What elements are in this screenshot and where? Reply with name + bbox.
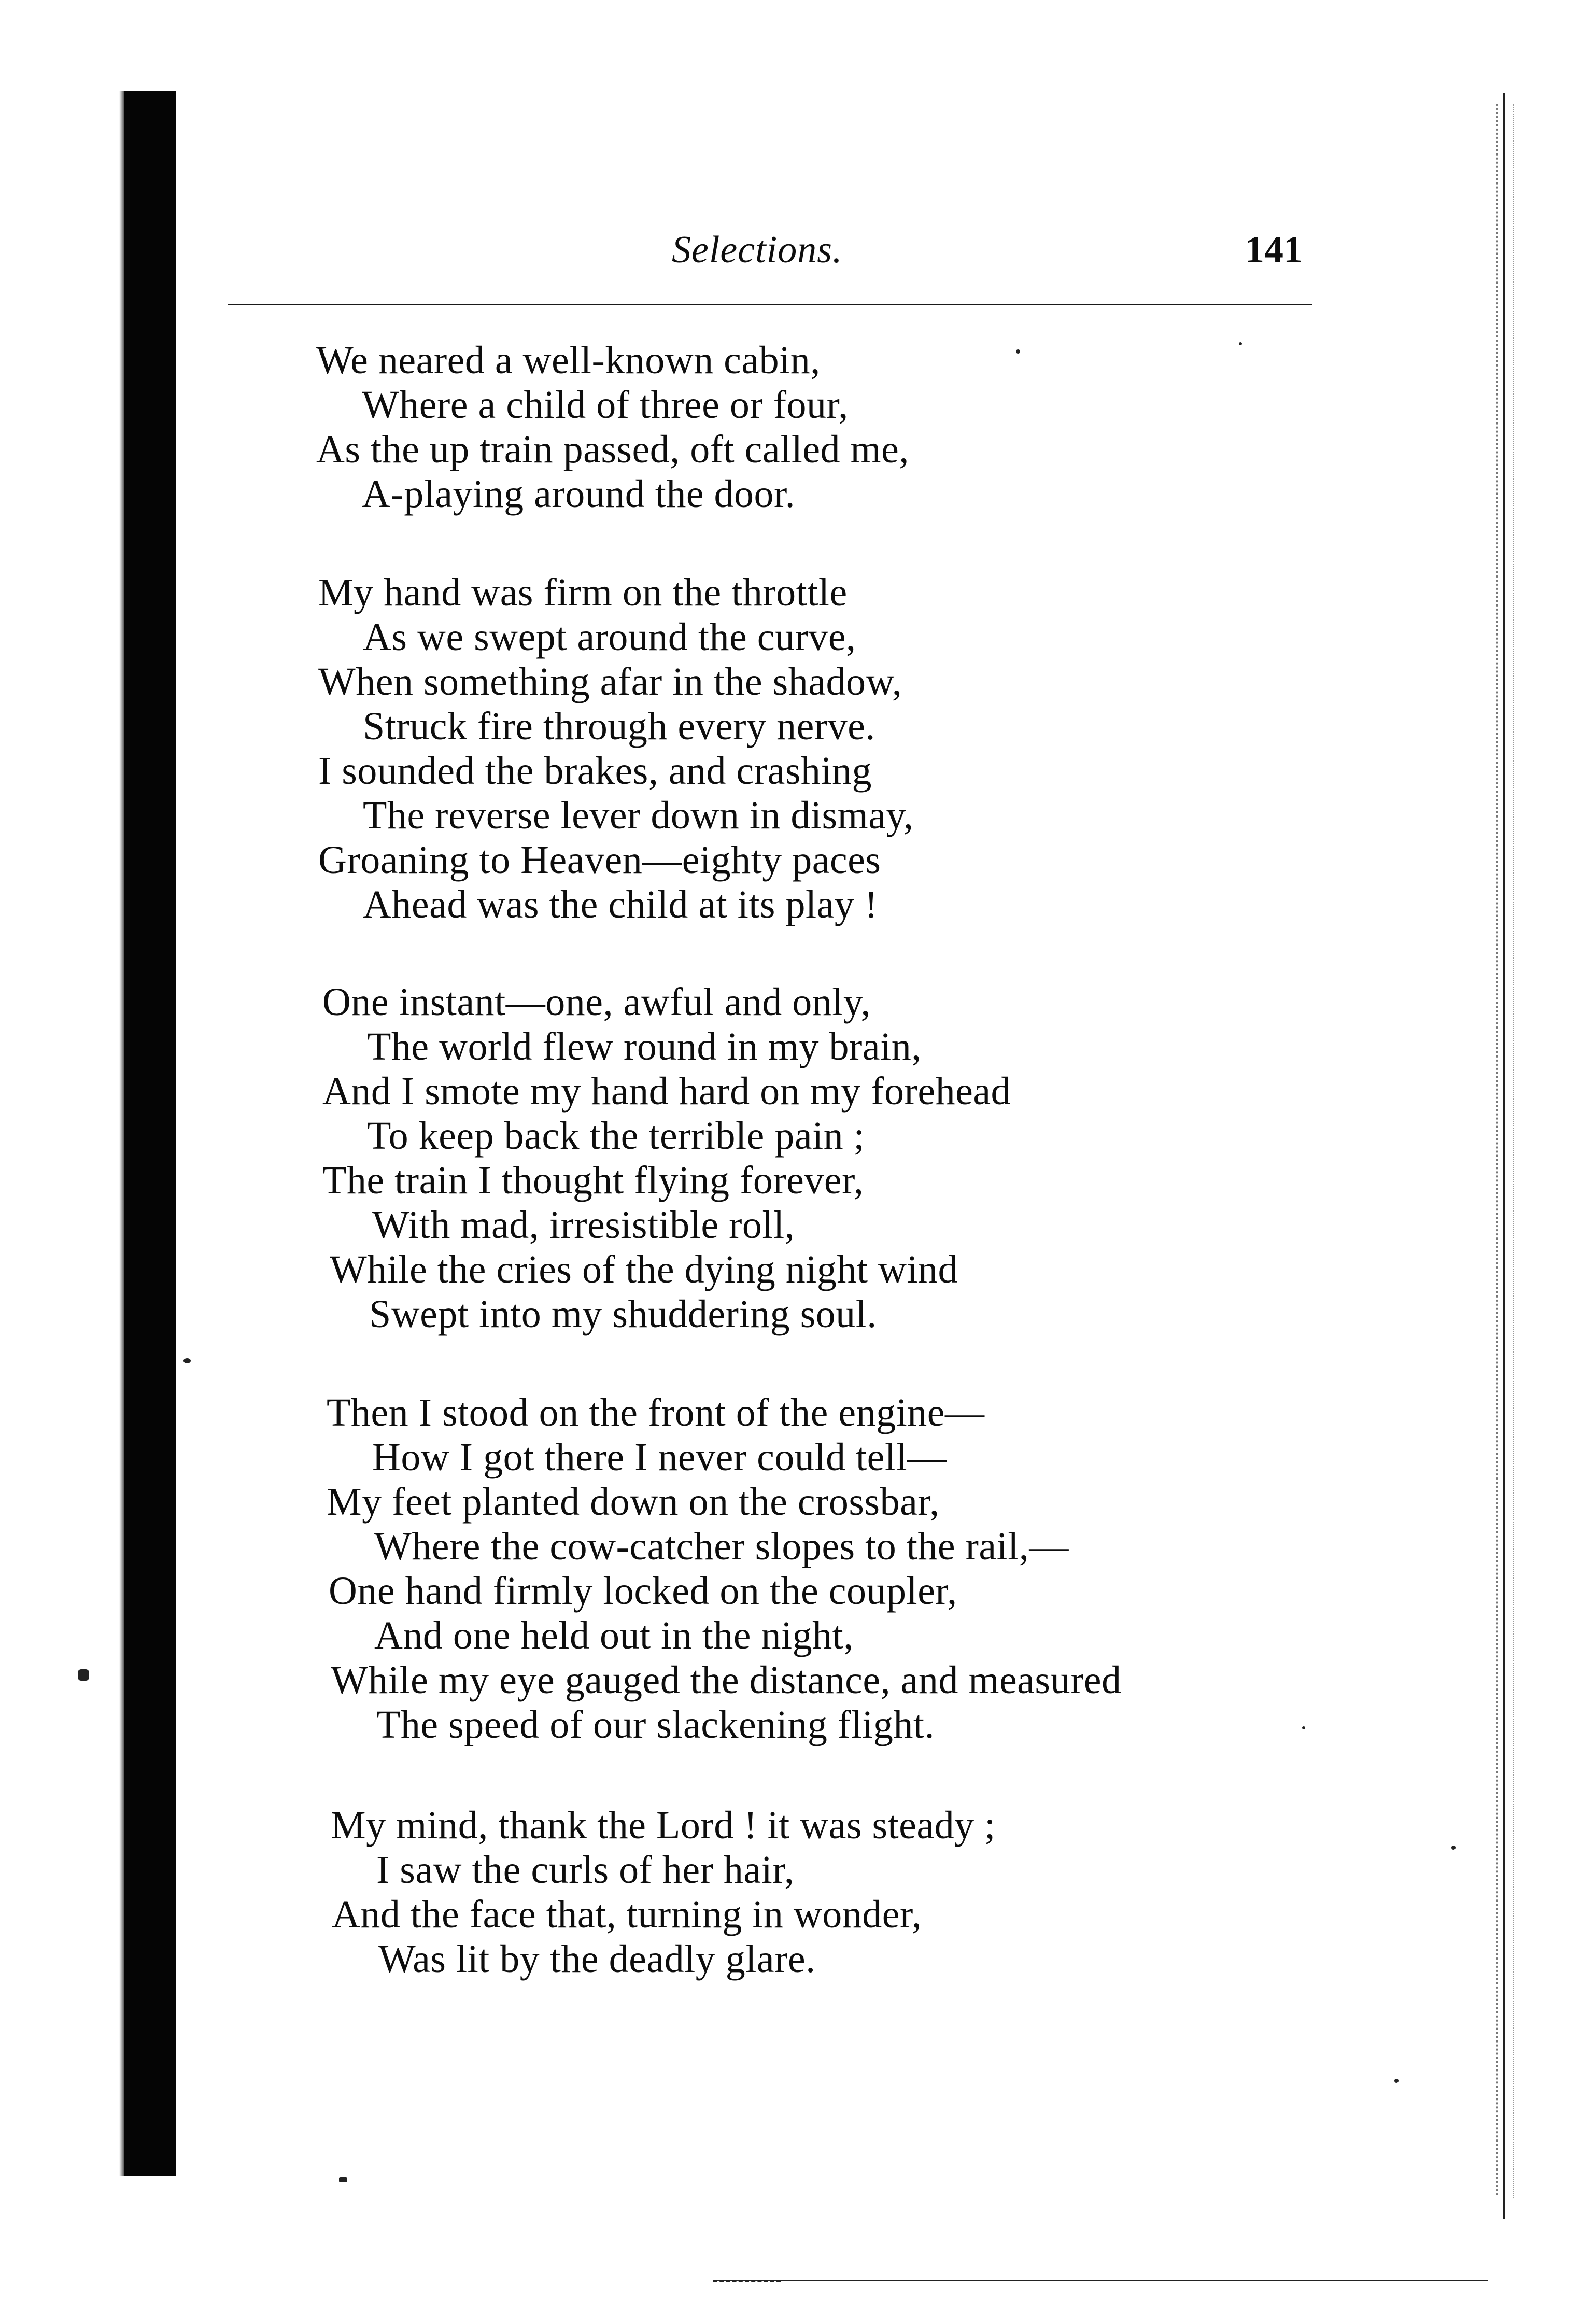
poem-line: And I smote my hand hard on my forehead	[322, 1069, 1011, 1113]
binding-edge	[124, 91, 176, 2176]
page-edge-dotted-line	[1513, 104, 1514, 2198]
scan-speck	[183, 1358, 191, 1363]
poem-line: My mind, thank the Lord ! it was steady ;	[331, 1804, 996, 1847]
poem-line: One instant—one, awful and only,	[322, 980, 871, 1024]
poem-line: And one held out in the night,	[374, 1614, 854, 1657]
poem-line: While my eye gauged the distance, and measured	[331, 1658, 1122, 1702]
page-edge-line	[1503, 93, 1505, 2219]
poem-line: Where a child of three or four,	[362, 383, 849, 427]
poem-line: Was lit by the deadly glare.	[378, 1937, 816, 1981]
scan-speck	[1016, 349, 1020, 354]
poem-line: Then I stood on the front of the engine—	[327, 1391, 985, 1434]
scan-speck	[1394, 2079, 1399, 2083]
poem-line: I saw the curls of her hair,	[376, 1848, 795, 1892]
poem-line: Swept into my shuddering soul.	[369, 1292, 877, 1336]
footer-rule	[715, 2280, 1488, 2281]
scan-speck	[78, 1669, 89, 1681]
poem-line: With mad, irresistible roll,	[372, 1203, 795, 1247]
page-edge-dotted-line	[1496, 104, 1498, 2198]
poem-line: The train I thought flying forever,	[322, 1159, 864, 1202]
poem-line: Ahead was the child at its play !	[363, 883, 878, 926]
header-rule	[228, 304, 1312, 305]
poem-line: The speed of our slackening flight.	[376, 1703, 935, 1746]
poem-line: How I got there I never could tell—	[372, 1435, 947, 1479]
poem-line: And the face that, turning in wonder,	[332, 1893, 922, 1936]
poem-line: As the up train passed, oft called me,	[316, 428, 909, 471]
scan-speck	[1239, 342, 1242, 345]
scan-speck	[1451, 1846, 1456, 1850]
poem-line: A-playing around the door.	[362, 472, 796, 516]
footer-rule-dashed	[713, 2280, 781, 2282]
poem-line: One hand firmly locked on the coupler,	[329, 1569, 957, 1613]
poem-line: To keep back the terrible pain ;	[367, 1114, 865, 1158]
poem-line: Where the cow-catcher slopes to the rail,—	[374, 1525, 1069, 1568]
poem-line: Groaning to Heaven—eighty paces	[318, 838, 881, 882]
poem-line: We neared a well-known cabin,	[316, 339, 821, 382]
poem-line: My feet planted down on the crossbar,	[327, 1480, 940, 1524]
page-number: 141	[1245, 229, 1303, 271]
poem-line: My hand was firm on the throttle	[318, 571, 848, 614]
poem-line: Struck fire through every nerve.	[363, 705, 875, 748]
poem-line: When something afar in the shadow,	[318, 660, 902, 703]
poem-line: As we swept around the curve,	[363, 615, 856, 659]
poem-line: While the cries of the dying night wind	[330, 1248, 958, 1291]
poem-line: The reverse lever down in dismay,	[363, 794, 914, 837]
poem-line: The world flew round in my brain,	[367, 1025, 922, 1068]
scan-speck	[1302, 1726, 1305, 1729]
scan-speck	[339, 2177, 347, 2182]
poem-line: I sounded the brakes, and crashing	[318, 749, 872, 793]
running-head: Selections.	[672, 229, 843, 271]
